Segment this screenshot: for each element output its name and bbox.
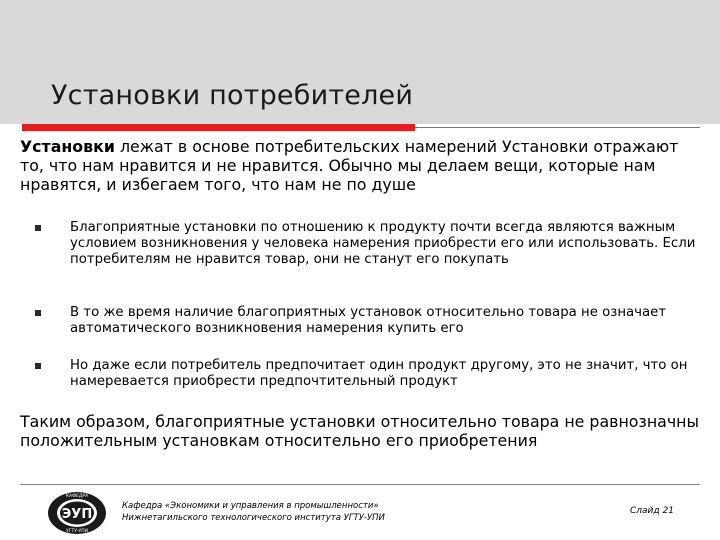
footer-line-1: Кафедра «Экономики и управления в промышленности» — [122, 501, 379, 511]
slide-title: Установки потребителей — [51, 80, 414, 111]
square-bullet-icon — [35, 225, 41, 231]
square-bullet-icon — [35, 310, 41, 316]
footer-divider — [20, 484, 700, 485]
square-bullet-icon — [35, 363, 41, 369]
bullet-text: В то же время наличие благоприятных установок относительно товара не означает автоматического возникновения намерения купить его — [70, 305, 667, 336]
conclusion-paragraph: Таким образом, благоприятные установки относительно товара не равнозначны положительным установкам относительно его приобретения — [20, 412, 699, 450]
title-accent-bar — [22, 124, 415, 131]
logo-ring-top: КАФЕДРА — [65, 494, 89, 499]
intro-bold-term: Установки — [20, 137, 115, 156]
intro-text: лежат в основе потребительских намерений Установки отражают то, что нам нравится и не нравится. Обычно мы делаем вещи, которые нам нравятся, и избегаем того, что нам не по душе — [20, 137, 679, 194]
bullet-text: Благоприятные установки по отношению к продукту почти всегда являются важным условием возникновения у человека намерения приобрести его или использовать. Если потребителям не нравится товар, они не станут его покупать — [70, 220, 696, 267]
title-divider — [415, 127, 700, 128]
department-logo — [46, 490, 108, 536]
logo-ring-bottom: УГТУ-УПИ — [65, 529, 89, 534]
intro-paragraph — [20, 137, 700, 194]
footer-line-2: Нижнетагильского технологического института УГТУ-УПИ — [122, 513, 385, 523]
bullet-text: Но даже если потребитель предпочитает один продукт другому, это не значит, что он намеревается приобрести предпочтительный продукт — [70, 358, 688, 389]
logo-text: ЭУП — [61, 507, 93, 522]
slide-number: Слайд 21 — [630, 506, 674, 516]
footer-caption — [122, 500, 385, 524]
